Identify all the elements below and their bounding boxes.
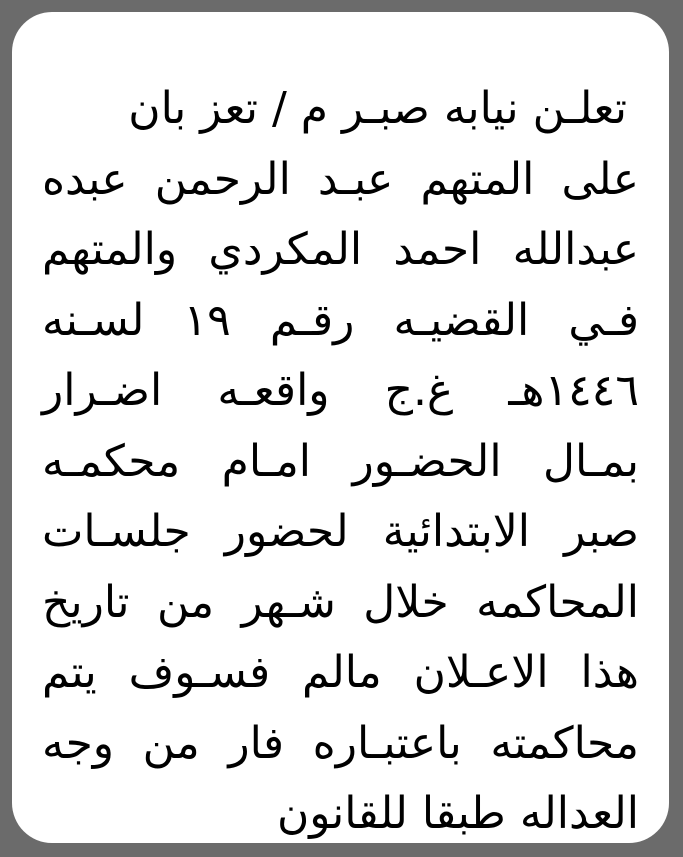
notice-line-3: عبدالله احمد المكردي والمتهم <box>42 224 639 275</box>
notice-line-10: محاكمته باعتبـاره فار من وجه <box>42 717 639 769</box>
notice-line-4: فـي القضيـه رقـم ١٩ لسـنه <box>42 294 639 346</box>
notice-card <box>12 12 669 843</box>
notice-line-8: المحاكمه خلال شـهر من تاريخ <box>42 576 639 628</box>
notice-line-9: هذا الاعـلان مالم فسـوف يتم <box>42 647 639 698</box>
notice-line-11: العداله طبقا للقانون <box>276 788 639 839</box>
notice-line-2: على المتهم عبـد الرحمن عبده <box>42 153 639 205</box>
notice-line-1: تعلـن نيابه صبـر م / تعز بان <box>128 83 627 134</box>
notice-line-7: صبر الابتدائية لحضور جلسـات <box>42 506 639 557</box>
notice-line-5: ١٤٤٦هـ غ.ج واقعـه اضـرار <box>42 365 639 416</box>
notice-text <box>42 74 639 850</box>
notice-line-6: بمـال الحضـور امـام محكمـه <box>42 435 639 487</box>
